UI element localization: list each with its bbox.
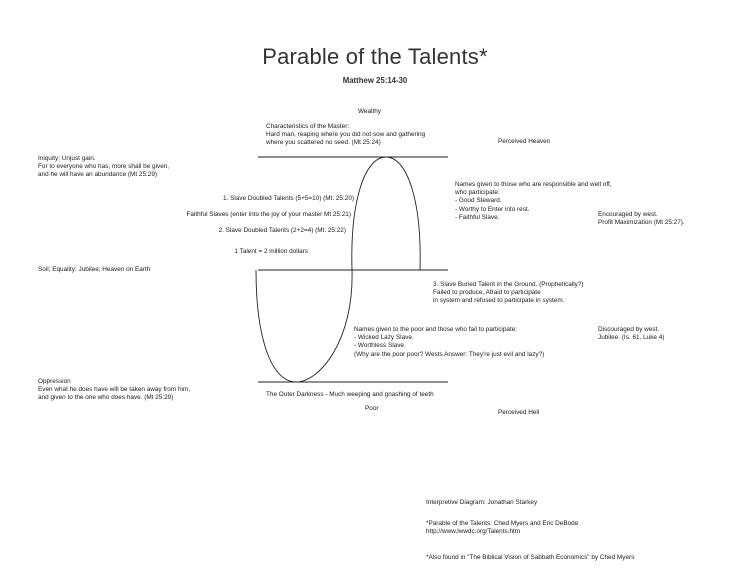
credit-source-line: *Parable of the Talents: Ched Myers and Eric DeBode <box>426 520 579 527</box>
slave-three-line: Failed to produce, Afraid to participate <box>433 289 541 297</box>
names-poor-line: Names given to the poor and those who fail to participate: <box>354 326 518 333</box>
iniquity-line: For to everyone who has, more shall be given, <box>38 163 170 171</box>
iniquity-line: Iniquity; Unjust gain. <box>38 155 96 162</box>
soil-equality-text: Soil; Equality; Jubilee; Heaven on Earth <box>38 266 151 273</box>
oppression-line: Oppression <box>38 378 71 385</box>
oppression-line: Even what he does have will be taken away from him, <box>38 386 191 394</box>
slave-two-text: 2. Slave Doubled Talents (2+2=4) (Mt. 25:22) <box>218 227 346 234</box>
page-subtitle: Matthew 25:14-30 <box>342 76 408 85</box>
names-rich-line: - Worthy to Enter into rest. <box>455 205 530 213</box>
page-title: Parable of the Talents* <box>262 44 488 69</box>
discouraged-line: Jubilee. (Is. 61, Luke 4) <box>598 334 665 342</box>
discouraged-line: Discouraged by west. <box>598 326 660 333</box>
master-line: Hard man, reaping where you did not sow and gathering <box>266 131 426 139</box>
iniquity-text <box>38 155 169 180</box>
slave-three-line: 3. Slave Buried Talent in the Ground. (Prophetically?) <box>433 281 584 288</box>
oppression-text <box>38 378 190 403</box>
slave-three-line: in system and refused to participate in system. <box>433 297 565 305</box>
master-characteristics <box>266 123 425 148</box>
names-rich-line: - Good Steward. <box>455 197 502 205</box>
names-poor-line: - Wicked Lazy Slave. <box>354 334 414 342</box>
master-line: Characteristics of the Master: <box>266 123 350 130</box>
faithful-slaves-text: Faithful Slaves (enter into the joy of your master Mt 25:21) <box>186 211 351 218</box>
credit-also-found: *Also found in "The Biblical Vision of Sabbath Economics" by Ched Myers <box>426 554 635 561</box>
lower-arc <box>256 270 352 382</box>
talent-value-text: 1 Talent = 2 million dollars <box>234 248 308 255</box>
credit-source <box>426 520 578 536</box>
credit-diagram: Interpretive Diagram: Jonathan Starkey <box>426 499 538 506</box>
iniquity-line: and he will have an abundance (Mt 25:29) <box>38 171 158 179</box>
upper-arc <box>352 157 420 270</box>
outer-darkness-text: The Outer Darkness - Much weeping and gnashing of teeth <box>266 391 434 398</box>
slave-one-text: 1. Slave Doubled Talents (5+5=10) (Mt. 25:20) <box>223 195 354 202</box>
poor-label: Poor <box>365 405 379 412</box>
names-poor-line: - Worthless Slave. <box>354 342 406 350</box>
discouraged-text <box>598 326 664 342</box>
perceived-heaven-label: Perceived Heaven <box>498 138 551 145</box>
names-rich-line: - Faithful Slave. <box>455 213 500 221</box>
slave-three-text <box>433 281 584 306</box>
names-rich-line: who participate: <box>455 189 500 197</box>
credit-source-url: http://www.lwwdc.org/Talents.htm <box>426 528 521 536</box>
encouraged-line: Encouraged by west. <box>598 211 658 218</box>
wealthy-label: Wealthy <box>358 108 381 115</box>
encouraged-line: Profit Maximization (Mt 25:27). <box>598 219 685 227</box>
perceived-hell-label: Perceived Hell <box>498 409 540 416</box>
oppression-line: and given to the one who does have. (Mt 25:29) <box>38 394 174 402</box>
names-rich-text <box>455 181 612 222</box>
names-poor-line: (Why are the poor poor? Wests Answer: They're just evil and lazy?) <box>354 350 545 358</box>
encouraged-text <box>598 211 685 227</box>
names-poor-text <box>354 326 544 359</box>
names-rich-line: Names given to those who are responsible and well off, <box>455 181 612 188</box>
master-line: where you scattered no seed. (Mt 25:24) <box>266 139 381 147</box>
